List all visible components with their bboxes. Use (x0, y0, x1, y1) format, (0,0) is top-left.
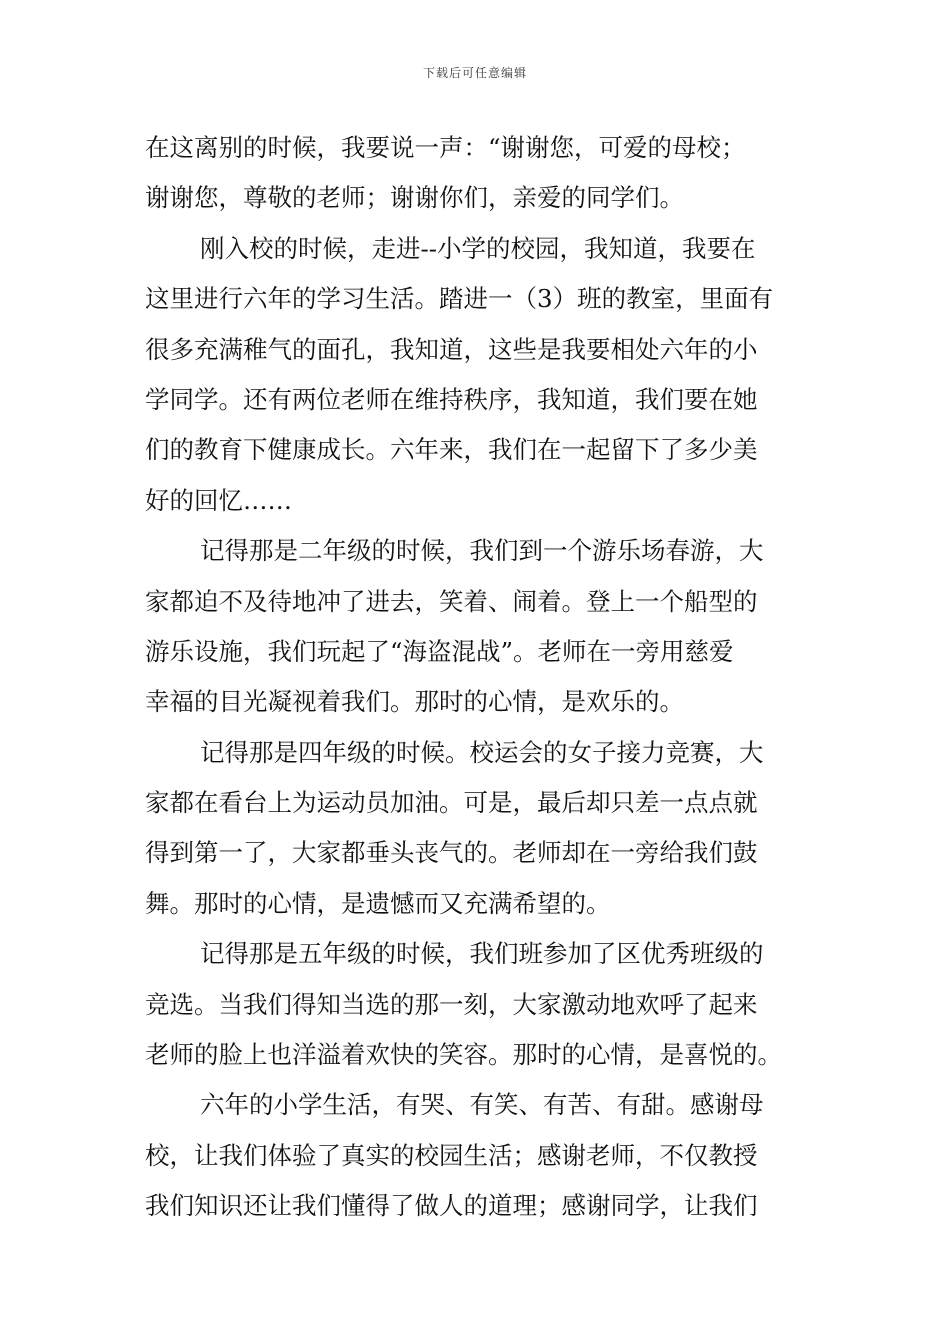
text-line: 在这离别的时候，我要说一声：“谢谢您，可爱的母校； (145, 133, 746, 162)
text-line: 得到第一了，大家都垂头丧气的。老师却在一旁给我们鼓 (145, 838, 758, 868)
text-line: 记得那是四年级的时候。校运会的女子接力竞赛，大 (200, 737, 764, 767)
page-header: 下载后可任意编辑 (422, 66, 527, 80)
text-line: 学同学。还有两位老师在维持秩序，我知道，我们要在她 (145, 384, 758, 414)
text-line: 游乐设施，我们玩起了“海盗混战”。老师在一旁用慈爱 (145, 636, 734, 666)
text-line: 很多充满稚气的面孔，我知道，这些是我要相处六年的小 (145, 334, 758, 364)
paragraph (145, 123, 815, 224)
text-line: 好的回忆…… (145, 485, 292, 515)
text-line: 刚入校的时候，走进--小学的校园，我知道，我要在 (200, 233, 756, 263)
paragraph (145, 728, 815, 930)
paragraph (145, 224, 815, 526)
document-body (145, 123, 815, 1232)
text-line: 们的教育下健康成长。六年来，我们在一起留下了多少美 (145, 435, 758, 465)
paragraph (145, 1080, 815, 1231)
text-line: 老师的脸上也洋溢着欢快的笑容。那时的心情，是喜悦的。 (145, 1040, 782, 1070)
text-line: 我们知识还让我们懂得了做人的道理；感谢同学，让我们 (145, 1191, 758, 1221)
text-line: 竞选。当我们得知当选的那一刻，大家激动地欢呼了起来 (145, 989, 758, 1019)
text-line: 六年的小学生活，有哭、有笑、有苦、有甜。感谢母 (200, 1090, 764, 1120)
text-line: 这里进行六年的学习生活。踏进一（3）班的教室，里面有 (145, 284, 774, 314)
paragraph (145, 526, 815, 728)
text-line: 记得那是二年级的时候，我们到一个游乐场春游，大 (200, 536, 764, 566)
text-line: 家都在看台上为运动员加油。可是，最后却只差一点点就 (145, 788, 758, 818)
text-line: 谢谢您，尊敬的老师；谢谢你们，亲爱的同学们。 (145, 183, 684, 213)
text-line: 校，让我们体验了真实的校园生活；感谢老师，不仅教授 (145, 1140, 758, 1170)
text-line: 幸福的目光凝视着我们。那时的心情，是欢乐的。 (145, 687, 684, 717)
text-line: 舞。那时的心情，是遗憾而又充满希望的。 (145, 888, 611, 918)
text-line: 记得那是五年级的时候，我们班参加了区优秀班级的 (200, 939, 764, 969)
text-line: 家都迫不及待地冲了进去，笑着、闹着。登上一个船型的 (145, 586, 758, 616)
paragraph (145, 929, 815, 1080)
